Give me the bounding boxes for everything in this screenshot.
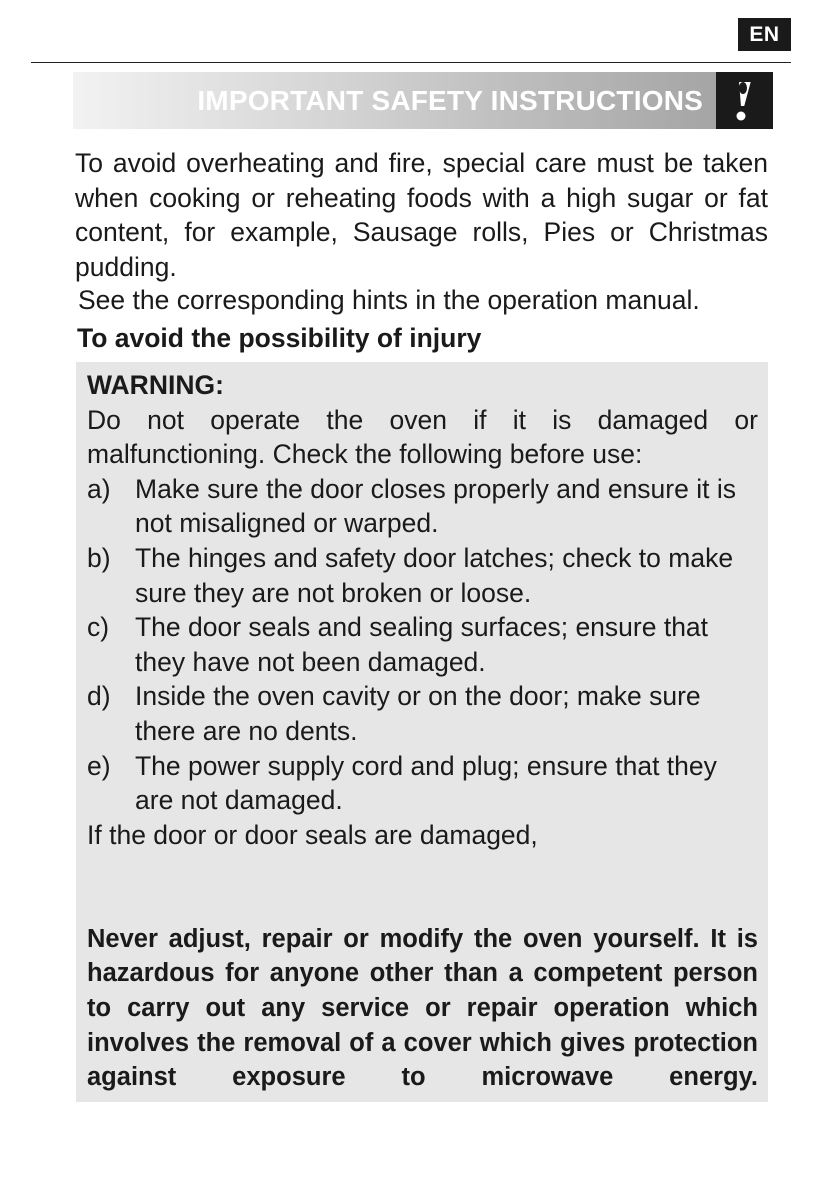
list-marker: e) [87, 750, 111, 781]
list-marker: c) [87, 612, 110, 643]
injury-heading: To avoid the possibility of injury [77, 323, 482, 353]
list-item-text: Inside the oven cavity or on the door; make sure there are no dents. [135, 681, 701, 746]
list-marker: b) [87, 542, 111, 573]
header-divider [31, 62, 791, 63]
operation-manual-hint: See the corresponding hints in the operation manual. [78, 285, 700, 315]
check-list [87, 472, 758, 818]
intro-paragraph: To avoid overheating and fire, special care must be taken when cooking or reheating foods with a high sugar or fat content, for example, Sausage rolls, Pies or Christmas pudding. [75, 148, 768, 282]
exclamation-icon [716, 72, 773, 129]
warning-lead: Do not operate the oven if it is damaged or malfunctioning. Check the following before use: [87, 404, 758, 470]
list-item [87, 679, 758, 748]
banner-title: IMPORTANT SAFETY INSTRUCTIONS [197, 85, 703, 116]
language-badge: EN [738, 18, 791, 51]
list-item [87, 541, 758, 610]
list-item [87, 472, 758, 541]
list-item-text: The door seals and sealing surfaces; ensure that they have not been damaged. [135, 612, 709, 677]
list-item [87, 749, 758, 818]
list-item-text: Make sure the door closes properly and ensure it is not misaligned or warped. [135, 473, 736, 539]
list-marker: a) [87, 473, 111, 504]
list-item-text: The power supply cord and plug; ensure that they are not damaged. [135, 750, 717, 816]
list-marker: d) [87, 681, 111, 712]
list-item [87, 610, 758, 679]
door-damaged-text: If the door or door seals are damaged, [87, 819, 538, 850]
never-adjust-warning: Never adjust, repair or modify the oven yourself. It is hazardous for anyone other than a competent person to carry out any service or repair operation which involves the removal of a cover which gives protection against exposure to microwave energy. [87, 924, 758, 1092]
safety-banner [73, 72, 773, 129]
warning-heading: WARNING: [87, 370, 224, 400]
list-item-text: The hinges and safety door latches; check to make sure they are not broken or loose. [135, 542, 734, 608]
warning-box [76, 362, 768, 1102]
